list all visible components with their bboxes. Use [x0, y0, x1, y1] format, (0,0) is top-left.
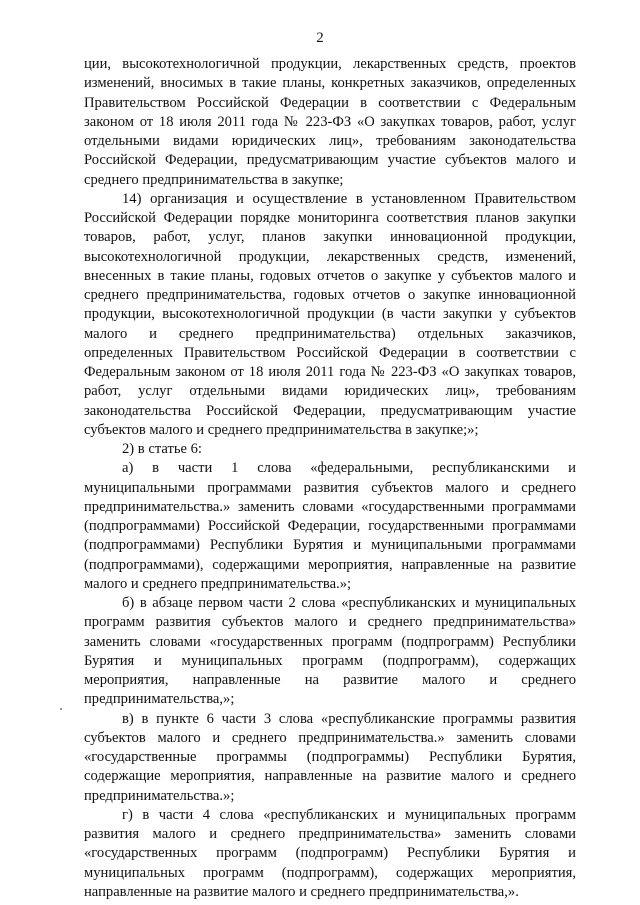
paragraph-item-14: 14) организация и осуществление в установленном Правительством Российской Федерации порядке мониторинга соответствия планов закупки товаров, работ, услуг, планов закупки инновационной продукции, высокотехнологичной продукции, лекарственных средств, изменений, внесенных в такие планы, годовых отчетов о закупке у субъектов малого и среднего предпринимательства, годовых отчетов о закупке инновационной продукции, высокотехнологичной продукции (в части закупки у субъектов малого и среднего предпринимательства) отдельных заказчиков, определенных Правительством Российской Федерации в соответствии с Федеральным законом от 18 июля 2011 года № 223-ФЗ «О закупках товаров, работ, услуг отдельными видами юридических лиц», требованиям законодательства Российской Федерации, предусматривающим участие субъектов малого и среднего предпринимательства в закупке;»;: [84, 190, 576, 438]
paragraph-continuation: ции, высокотехнологичной продукции, лекарственных средств, проектов изменений, вносимых в такие планы, конкретных заказчиков, определенных Правительством Российской Федерации в соответствии с Федеральным законом от 18 июля 2011 года № 223-ФЗ «О закупках товаров, работ, услуг отдельными видами юридических лиц», требованиям законодательства Российской Федерации, предусматривающим участие субъектов малого и среднего предпринимательства в закупке;: [84, 56, 576, 188]
paragraph-subitem-v: в) в пункте 6 части 3 слова «республиканские программы развития субъектов малого и среднего предпринимательства.» заменить словами «государственные программы (подпрограммы) Республики Бурятия, содержащие мероприятия, направленные на развитие малого и среднего предпринимательства.»;: [84, 710, 576, 804]
paragraph-article-6: 2) в статье 6:: [122, 441, 202, 457]
document-body: [84, 55, 576, 902]
paragraph-subitem-a: а) в части 1 слова «федеральными, республиканскими и муниципальными программами развития субъектов малого и среднего предпринимательства.» заменить словами «государственными программами (подпрограммами) Российской Федерации, государственными программами (подпрограммами) Республики Бурятия и муниципальными программами (подпрограммами), содержащими мероприятия, направленные на развитие малого и среднего предпринимательства.»;: [84, 460, 576, 592]
paragraph-subitem-b: б) в абзаце первом части 2 слова «республиканских и муниципальных программ развития субъектов малого и среднего предпринимательства» заменить словами «государственных программ (подпрограмм) Республики Бурятия и муниципальных программ (подпрограмм), содержащих мероприятия, направленные на развитие малого и среднего предпринимательства,»;: [84, 595, 576, 708]
scan-speck: [60, 708, 62, 710]
page-number: 2: [316, 30, 324, 46]
paragraph-subitem-g: г) в части 4 слова «республиканских и муниципальных программ развития малого и среднего предпринимательства» заменить словами «государственных программ (подпрограмм) Республики Бурятия и муниципальных программ (подпрограмм), содержащих мероприятия, направленные на развитие малого и среднего предпринимательства,».: [84, 806, 576, 900]
